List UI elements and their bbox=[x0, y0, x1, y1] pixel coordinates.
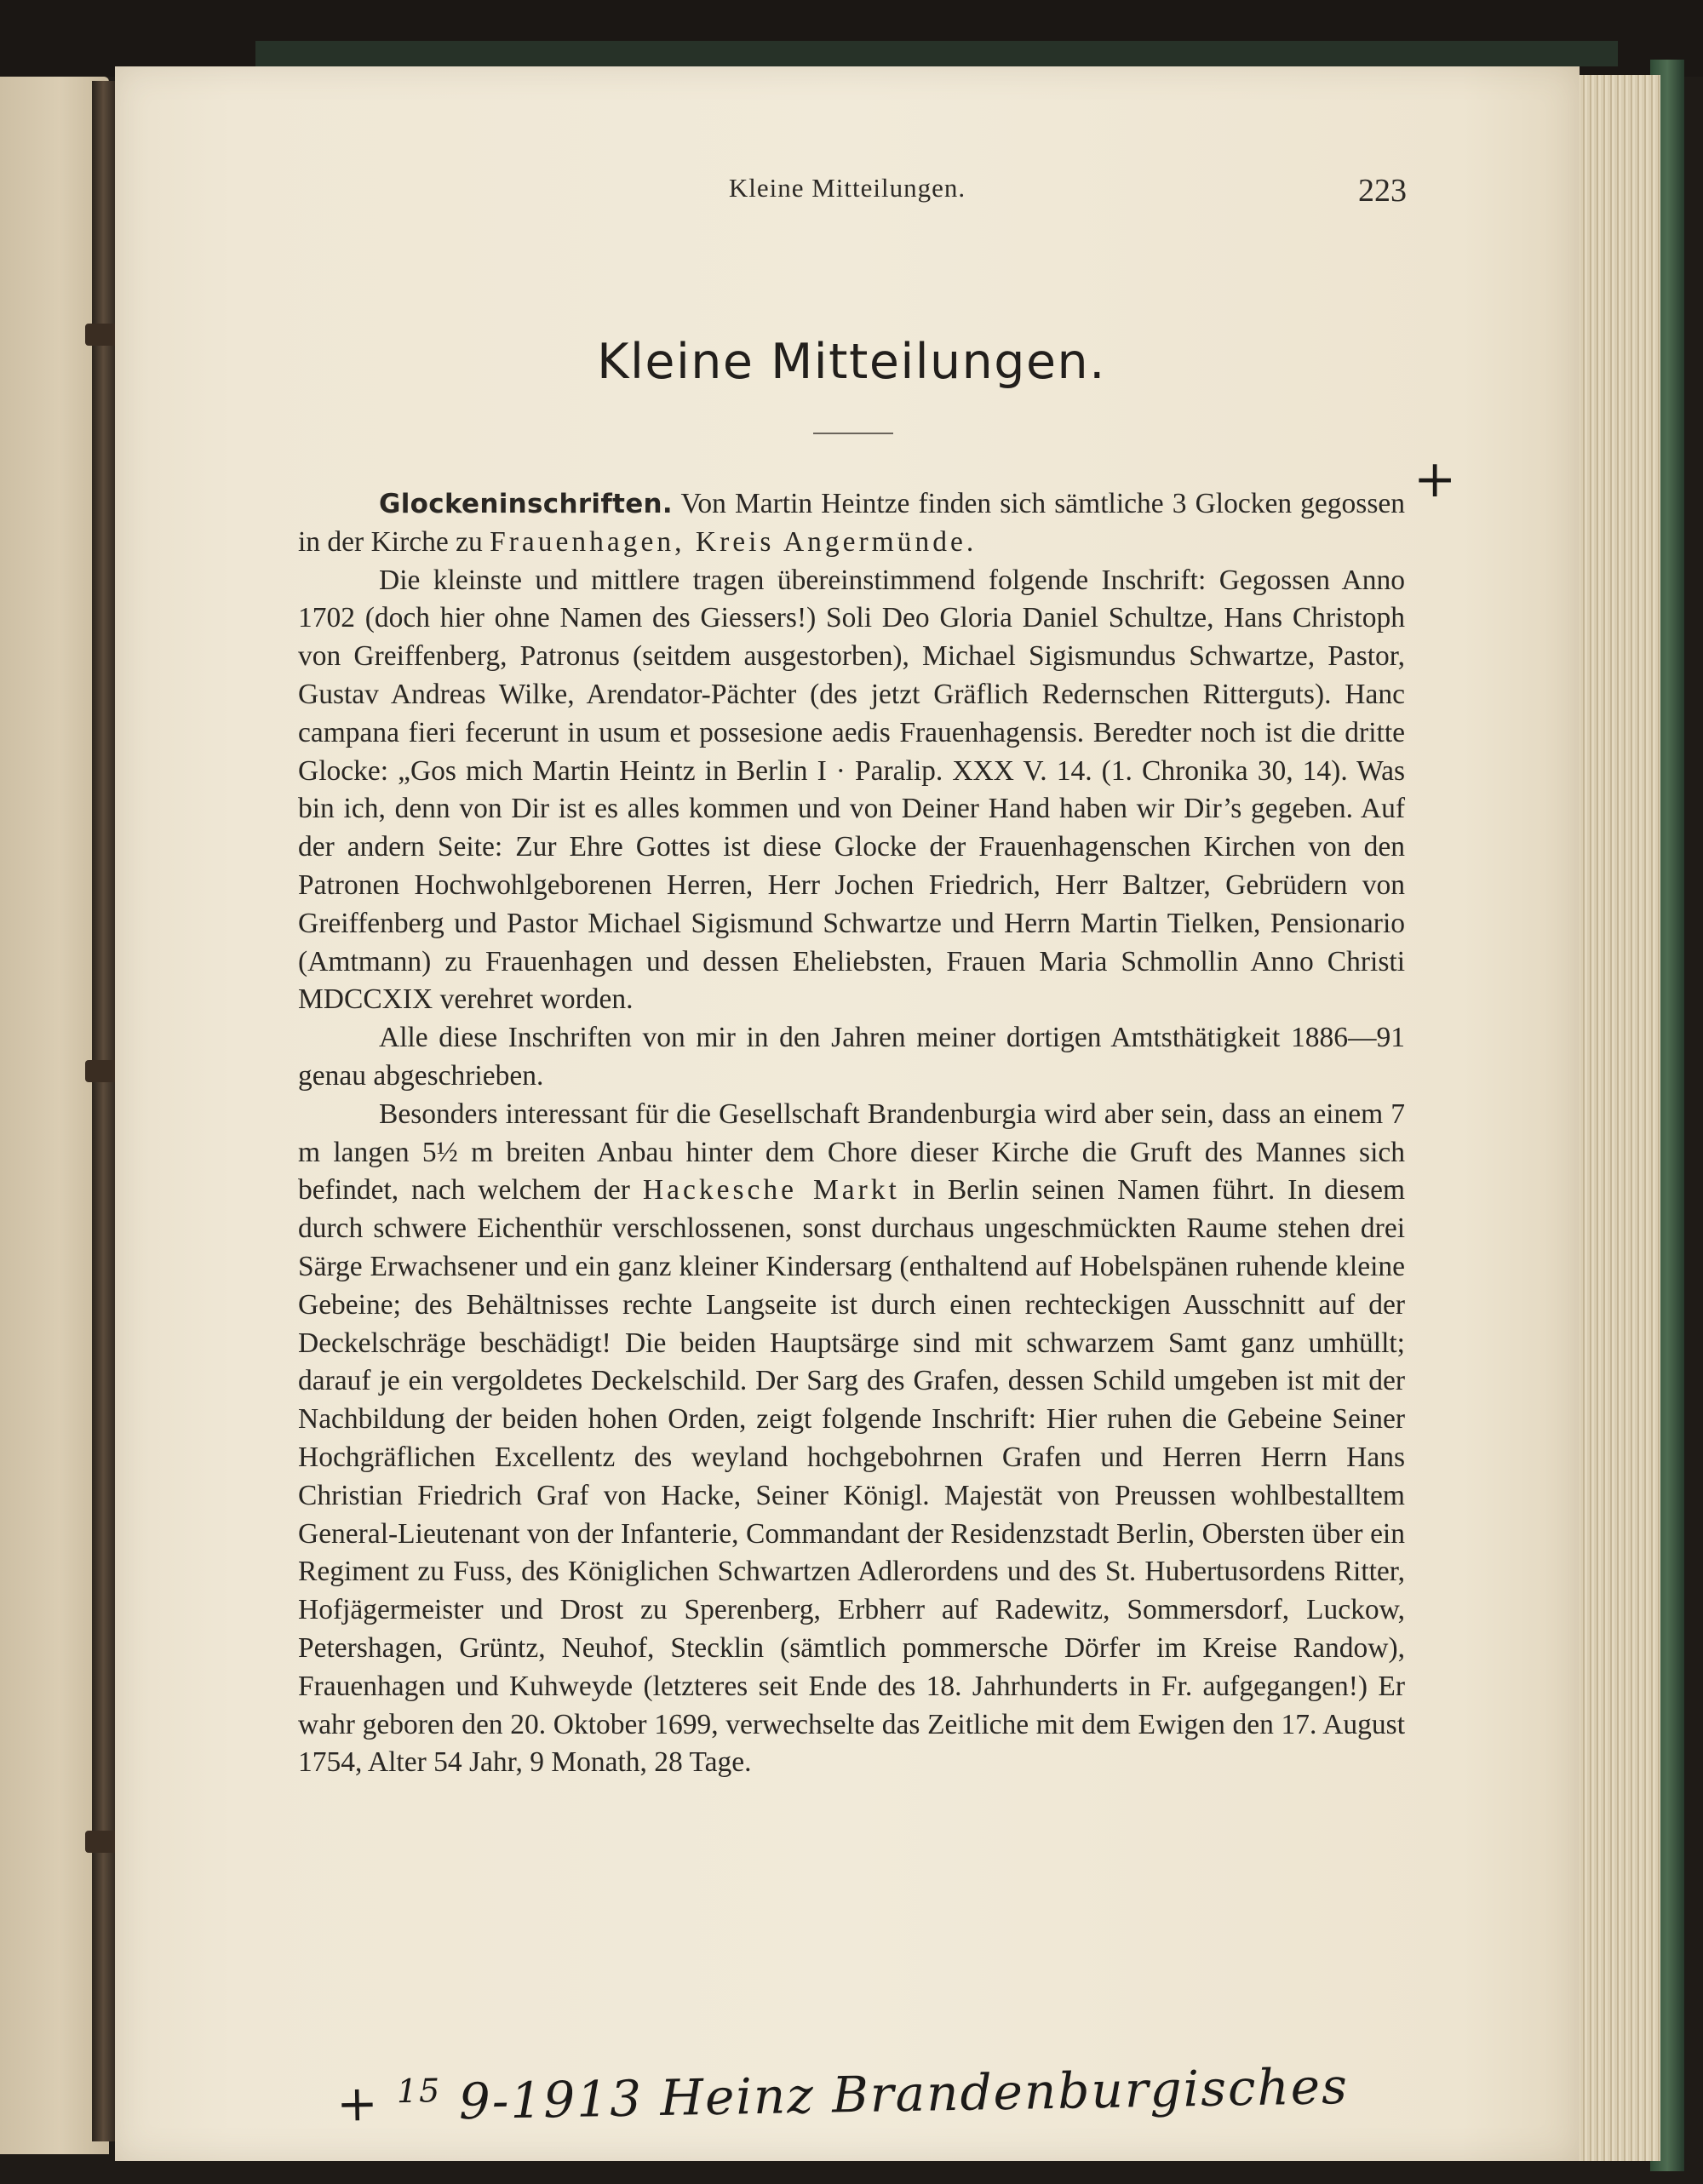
article-body bbox=[298, 485, 1405, 1782]
hackescher-markt: Hackesche Markt bbox=[642, 1174, 900, 1207]
book-cover-edge bbox=[255, 41, 1618, 66]
paragraph-4-text-a: Besonders interessant für die Gesellschaft Brandenburgia wird aber sein, dass an einem 7 m langen 5½ m breiten Anbau hinter dem Chore dieser Kirche die Gruft des Mannes sich befindet, nach welchem der bbox=[298, 1098, 1405, 1207]
paragraph-1 bbox=[298, 485, 1405, 562]
running-head bbox=[0, 173, 1703, 203]
lead-word: Glockeninschriften. bbox=[379, 489, 674, 519]
paragraph-3: Alle diese Inschriften von mir in den Jahren meiner dortigen Amtsthätigkeit 1886—91 genau abgeschrieben. bbox=[298, 1022, 1405, 1092]
note-plus: + bbox=[335, 2073, 381, 2133]
note-day: 15 bbox=[396, 2072, 442, 2111]
section-title: Kleine Mitteilungen. bbox=[597, 334, 1106, 390]
place-name: Frauenhagen, Kreis Angermünde. bbox=[490, 525, 978, 558]
paragraph-2: Die kleinste und mittlere tragen übereinstimmend folgende Inschrift: Gegossen Anno 1702 (doch hier ohne Namen des Giessers!) Soli Deo Gloria Daniel Schultze, Hans Christoph von Greiffenberg, Patronus (seitdem ausgestorben), Michael Sigismundus Schwartze, Pastor, Gustav Andreas Wilke, Arendator-Pächter (des jetzt Gräflich Redernschen Ritterguts). Hanc campana fieri fecerunt in usum et possesione aedis Frauenhagensis. Beredter noch ist die dritte Glocke: „Gos mich Martin Heintz in Berlin I · Paralip. XXX V. 14. (1. Chronika 30, 14). Was bin ich, denn von Dir ist es alles kommen und von Deiner Hand haben wir Dir’s gegeben. Auf der andern Seite: Zur Ehre Gottes ist diese Glocke der Frauenhagenschen Kirchen von den Patronen Hochwohlgeborenen Herren, Herr Jochen Friedrich, Herr Baltzer, Gebrüdern von Greiffenberg und Pastor Michael Sigismund Schwartze und Herrn Martin Tielken, Pensionario (Amtmann) zu Frauenhagen und dessen Eheliebsten, Frauen Maria Schmollin Anno Christi MDCCXIX verehret worden. bbox=[298, 564, 1405, 1016]
page-number: 223 bbox=[1358, 173, 1407, 209]
handwritten-plus-mark: + bbox=[1413, 450, 1457, 509]
paragraph-1-text: Von Martin Heintze finden sich sämtliche 3 Glocken gegossen in der Kirche zu bbox=[298, 488, 1405, 558]
running-head-title: Kleine Mitteilungen. bbox=[728, 173, 966, 203]
title-rule bbox=[813, 433, 893, 434]
paragraph-4 bbox=[298, 1096, 1405, 1782]
paragraph-4-text-b: in Berlin seinen Namen führt. In diesem durch schwere Eichenthür verschlossenen, sonst durchaus ungeschmückten Raume stehen drei Särge Erwachsener und ein ganz kleiner Kindersarg (enthaltend auf Hobelspänen ruhende kleine Gebeine; des Behältnisses rechte Langseite ist durch einen rechteckigen Ausschnitt auf der Deckelschräge beschädigt! Die beiden Hauptsärge sind mit schwarzem Samt ganz umhüllt; darauf je ein vergoldetes Deckelschild. Der Sarg des Grafen, dessen Schild umgeben ist mit der Nachbildung der beiden hohen Orden, zeigt folgende Inschrift: Hier ruhen die Gebeine Seiner Hochgräflichen Excellentz des weyland hochgebohrnen Grafen und Herren Herrn Hans Christian Friedrich Graf von Hacke, Seiner Königl. Majestät von Preussen wohlbestalltem General-Lieutenant von der Infanterie, Commandant der Residenzstadt Berlin, Obersten über ein Regiment zu Fuss, des Königlichen Schwartzen Adlerordens und des St. Hubertusordens Ritter, Hofjägermeister und Drost zu Sperenberg, Erbherr auf Radewitz, Sommersdorf, Luckow, Petershagen, Grüntz, Neuhof, Stecklin (sämtlich pommersche Dörfer im Kreise Randow), Frauenhagen und Kuhweyde (letzteres seit Ende des 18. Jahrhunderts in Fr. aufgegangen!) Er wahr geboren den 20. Oktober 1699, verwechselte das Zeitliche mit dem Ewigen den 17. August 1754, Alter 54 Jahr, 9 Monath, 28 Tage. bbox=[298, 1174, 1405, 1779]
note-date: 9-1913 bbox=[458, 2069, 644, 2131]
note-text: Heinz Brandenburgisches bbox=[659, 2056, 1350, 2128]
